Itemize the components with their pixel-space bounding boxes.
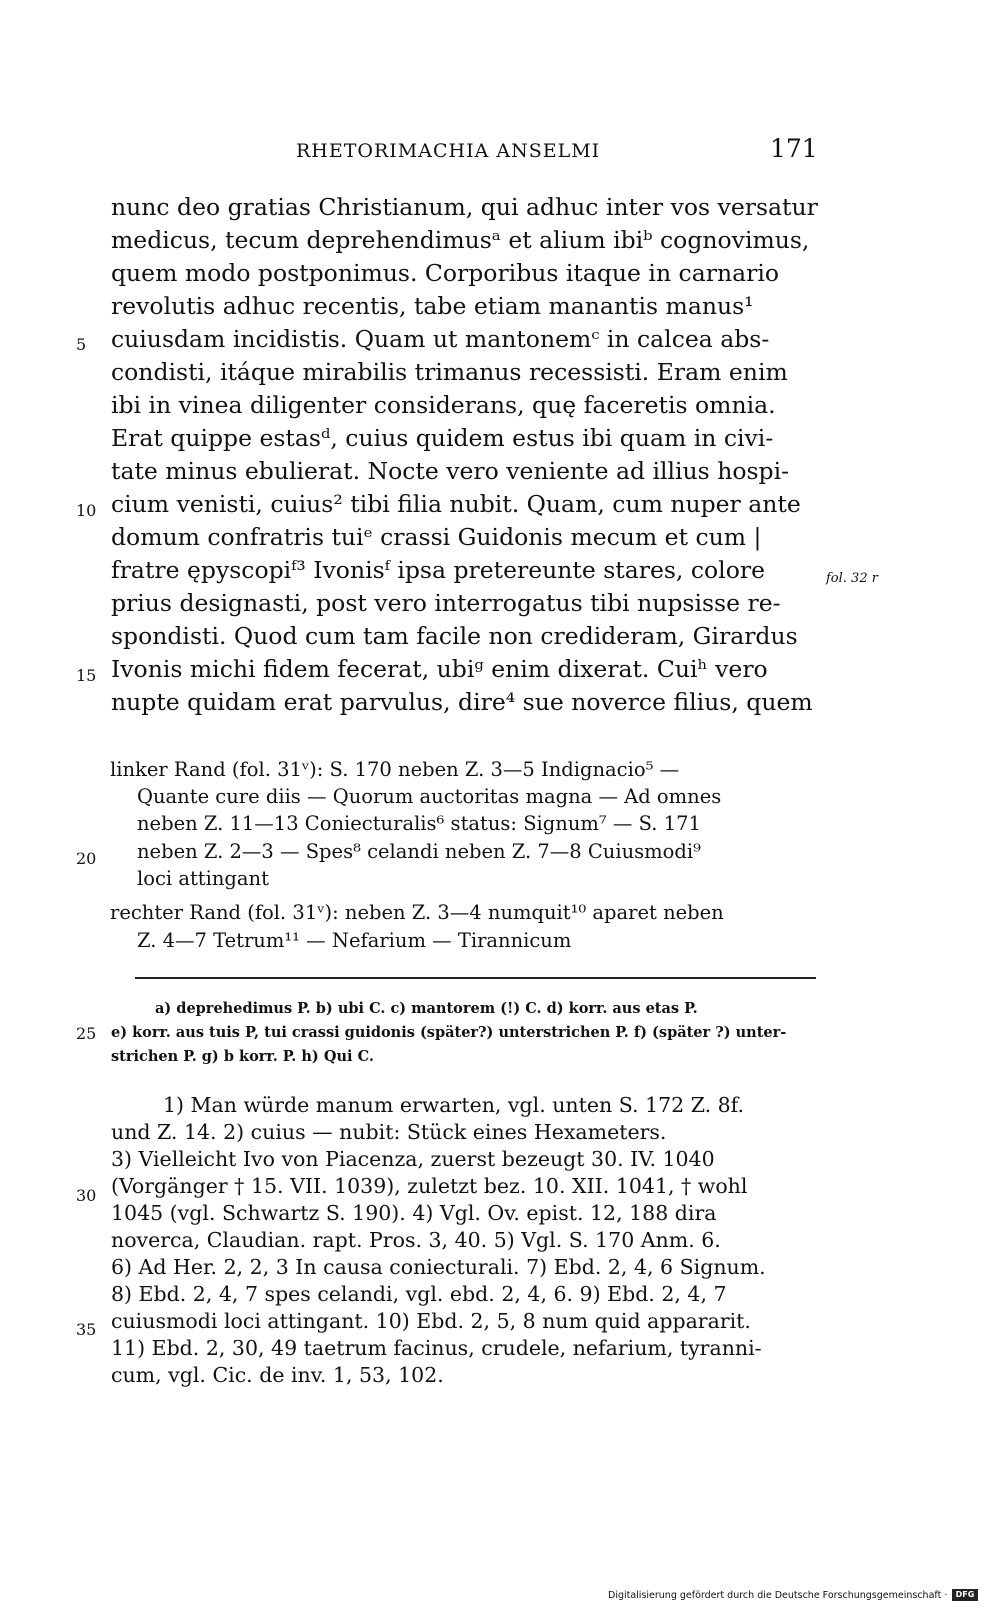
marginalia-line: Z. 4—7 Tetrum¹¹ — Nefarium — Tirannicum [137,929,572,952]
text-line: condisti, itáque mirabilis trimanus recessisti. Eram enim [111,358,788,386]
footnote-line: noverca, Claudian. rapt. Pros. 3, 40. 5) Vgl. S. 170 Anm. 6. [111,1228,721,1252]
text-line: spondisti. Quod cum tam facile non credideram, Girardus [111,622,798,650]
text-line: nunc deo gratias Christianum, qui adhuc inter vos versatur [111,193,818,221]
text-line: fratre ępyscopiᶠ³ Ivonisᶠ ipsa pretereunte stares, colore [111,556,765,584]
footnote-line: 6) Ad Her. 2, 2, 3 In causa coniecturali. 7) Ebd. 2, 4, 6 Signum. [111,1255,766,1279]
marginalia-line: neben Z. 11—13 Coniecturalis⁶ status: Signum⁷ — S. 171 [137,812,701,835]
apparatus-line: a) deprehedimus P. b) ubi C. c) mantorem (!) C. d) korr. aus etas P. [155,1000,698,1017]
dfg-logo: DFG [952,1589,978,1601]
digitization-credit: Digitalisierung gefördert durch die Deutsche Forschungsgemeinschaft · [608,1590,948,1601]
text-line: Erat quippe estasᵈ, cuius quidem estus ibi quam in civi- [111,424,774,452]
text-line: nupte quidam erat parvulus, dire⁴ sue noverce filius, quem [111,688,813,716]
marginalia-line: loci attingant [137,867,269,890]
text-line: domum confratris tuiᵉ crassi Guidonis mecum et cum | [111,523,762,551]
footnote-separator [135,977,816,979]
text-line: quem modo postponimus. Corporibus itaque in carnario [111,259,779,287]
text-line: revolutis adhuc recentis, tabe etiam manantis manus¹ [111,292,754,320]
text-line: prius designasti, post vero interrogatus tibi nupsisse re- [111,589,781,617]
footnote-line: 3) Vielleicht Ivo von Piacenza, zuerst bezeugt 30. IV. 1040 [111,1147,715,1171]
footnote-line: 11) Ebd. 2, 30, 49 taetrum facinus, crudele, nefarium, tyranni- [111,1336,762,1360]
line-number: 20 [76,849,97,868]
apparatus-line: e) korr. aus tuis P, tui crassi guidonis (später?) unterstrichen P. f) (später ?) unter- [111,1024,787,1041]
text-line: medicus, tecum deprehendimusᵃ et alium ibiᵇ cognovimus, [111,226,810,254]
text-line: cuiusdam incidistis. Quam ut mantonemᶜ in calcea abs- [111,325,770,353]
footnote-line: 8) Ebd. 2, 4, 7 spes celandi, vgl. ebd. 2, 4, 6. 9) Ebd. 2, 4, 7 [111,1282,727,1306]
line-number: 15 [76,666,97,685]
marginalia-line: rechter Rand (fol. 31ᵛ): neben Z. 3—4 numquit¹⁰ aparet neben [110,901,724,924]
marginalia-line: linker Rand (fol. 31ᵛ): S. 170 neben Z. 3—5 Indignacio⁵ — [110,758,680,781]
footnote-line: und Z. 14. 2) cuius — nubit: Stück eines Hexameters. [111,1120,667,1144]
text-line: ibi in vinea diligenter considerans, quę faceretis omnia. [111,391,776,419]
text-line: tate minus ebulierat. Nocte vero veniente ad illius hospi- [111,457,790,485]
page-number: 171 [770,134,818,163]
footnote-line: 1) Man würde manum erwarten, vgl. unten S. 172 Z. 8f. [163,1093,745,1117]
marginalia-line: neben Z. 2—3 — Spes⁸ celandi neben Z. 7—8 Cuiusmodi⁹ [137,840,701,863]
line-number: 35 [76,1320,97,1339]
footnote-line: cum, vgl. Cic. de inv. 1, 53, 102. [111,1363,444,1387]
line-number: 25 [76,1024,97,1043]
line-number: 10 [76,501,97,520]
line-number: 5 [76,335,87,354]
footnote-line: (Vorgänger † 15. VII. 1039), zuletzt bez. 10. XII. 1041, † wohl [111,1174,748,1198]
folio-margin-note: fol. 32 r [826,571,878,586]
text-line: cium venisti, cuius² tibi filia nubit. Quam, cum nuper ante [111,490,801,518]
running-title: RHETORIMACHIA ANSELMI [296,140,601,162]
footnote-line: 1045 (vgl. Schwartz S. 190). 4) Vgl. Ov. epist. 12, 188 dira [111,1201,717,1225]
apparatus-line: strichen P. g) b korr. P. h) Qui C. [111,1048,374,1065]
footnote-line: cuiusmodi loci attingant. 10) Ebd. 2, 5, 8 num quid appararit. [111,1309,751,1333]
line-number: 30 [76,1186,97,1205]
text-line: Ivonis michi fidem fecerat, ubiᵍ enim dixerat. Cuiʰ vero [111,655,768,683]
marginalia-line: Quante cure diis — Quorum auctoritas magna — Ad omnes [137,785,722,808]
